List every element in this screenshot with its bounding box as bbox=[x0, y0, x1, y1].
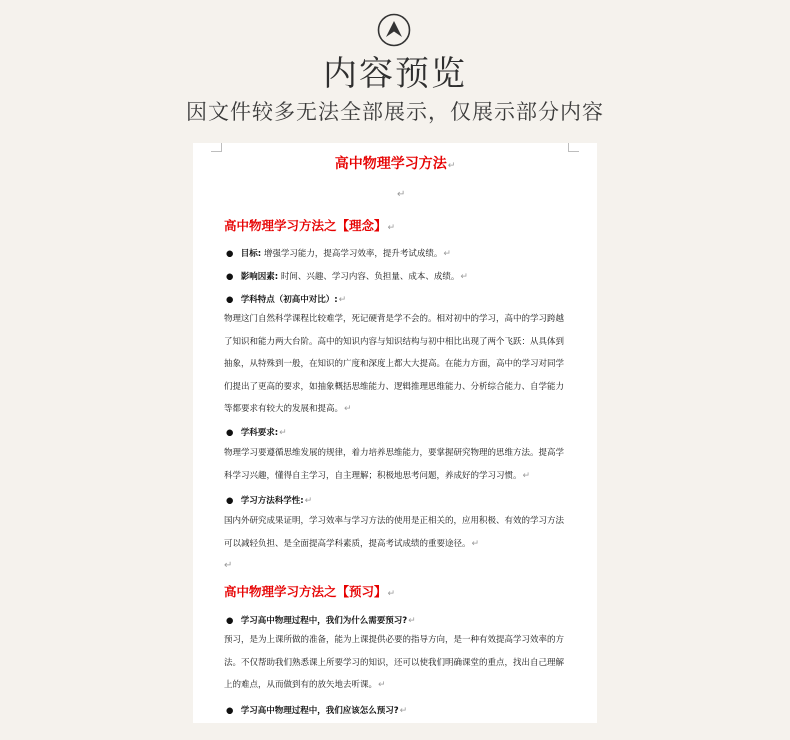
empty-paragraph-mark: ↵ bbox=[224, 560, 233, 571]
paragraph-requirements: 物理学习要遵循思维发展的规律，着力培养思维能力，要掌握研究物理的思维方法。提高学 科学习兴趣，懂得自主学习，自主理解；积极地思考问题，养成好的学习习惯。↵ bbox=[224, 448, 565, 481]
paragraph-preview: 预习，是为上课所做的准备，能为上课提供必要的指导方向，是一种有效提高学习效率的方 法。不仅帮助我们熟悉课上所要学习的知识，还可以使我们明确课堂的重点，找出自己理解 上的难点，从而做到有的放矢地去听课。↵ bbox=[224, 635, 565, 691]
paragraph-method: 国内外研究成果证明，学习效率与学习方法的使用是正相关的，应用积极、有效的学习方法 可以减轻负担、是全面提高学科素质，提高考试成绩的重要途径。↵ bbox=[224, 516, 565, 549]
empty-paragraph-mark: ↵ bbox=[397, 189, 406, 200]
bullet-factors: ● 影响因素: 时间、兴趣、学习内容、负担量、成本、成绩。↵ bbox=[226, 272, 468, 282]
page-corner-mark bbox=[211, 143, 222, 152]
bullet-requirements: ● 学科要求:↵ bbox=[226, 428, 287, 438]
chevron-up-circle-icon bbox=[377, 13, 411, 47]
page-corner-mark bbox=[568, 143, 579, 152]
bullet-method: ● 学习方法科学性:↵ bbox=[226, 496, 313, 506]
page-title: 内容预览 bbox=[323, 54, 467, 94]
section-heading: 高中物理学习方法之【预习】↵ bbox=[224, 584, 396, 599]
bullet-goal: ● 目标: 增强学习能力，提高学习效率，提升考试成绩。↵ bbox=[226, 249, 451, 259]
paragraph-features: 物理这门自然科学课程比较难学，死记硬背是学不会的。相对初中的学习，高中的学习跨越 了知识和能力两大台阶。高中的知识内容与知识结构与初中相比出现了两个飞跃：从具体到 抽象，从特殊到一般，在知识的广度和深度上都大大提高。在能力方面，高中的学习对同学 们提出了更高的要求，如抽象概括思维能力、逻辑推理思维能力、分析综合能力、自学能力 等都要求有较大的发展和提高。↵ bbox=[224, 314, 565, 415]
bullet-question-how: ● 学习高中物理过程中，我们应该怎么预习?↵ bbox=[226, 706, 408, 716]
document-title: 高中物理学习方法↵ bbox=[334, 156, 456, 172]
section-heading: 高中物理学习方法之【理念】↵ bbox=[224, 218, 396, 233]
bullet-features: ● 学科特点（初高中对比）:↵ bbox=[226, 295, 347, 305]
bullet-question-why: ● 学习高中物理过程中，我们为什么需要预习?↵ bbox=[226, 616, 416, 626]
document-page bbox=[193, 143, 597, 723]
page-subtitle: 因文件较多无法全部展示，仅展示部分内容 bbox=[186, 100, 604, 124]
